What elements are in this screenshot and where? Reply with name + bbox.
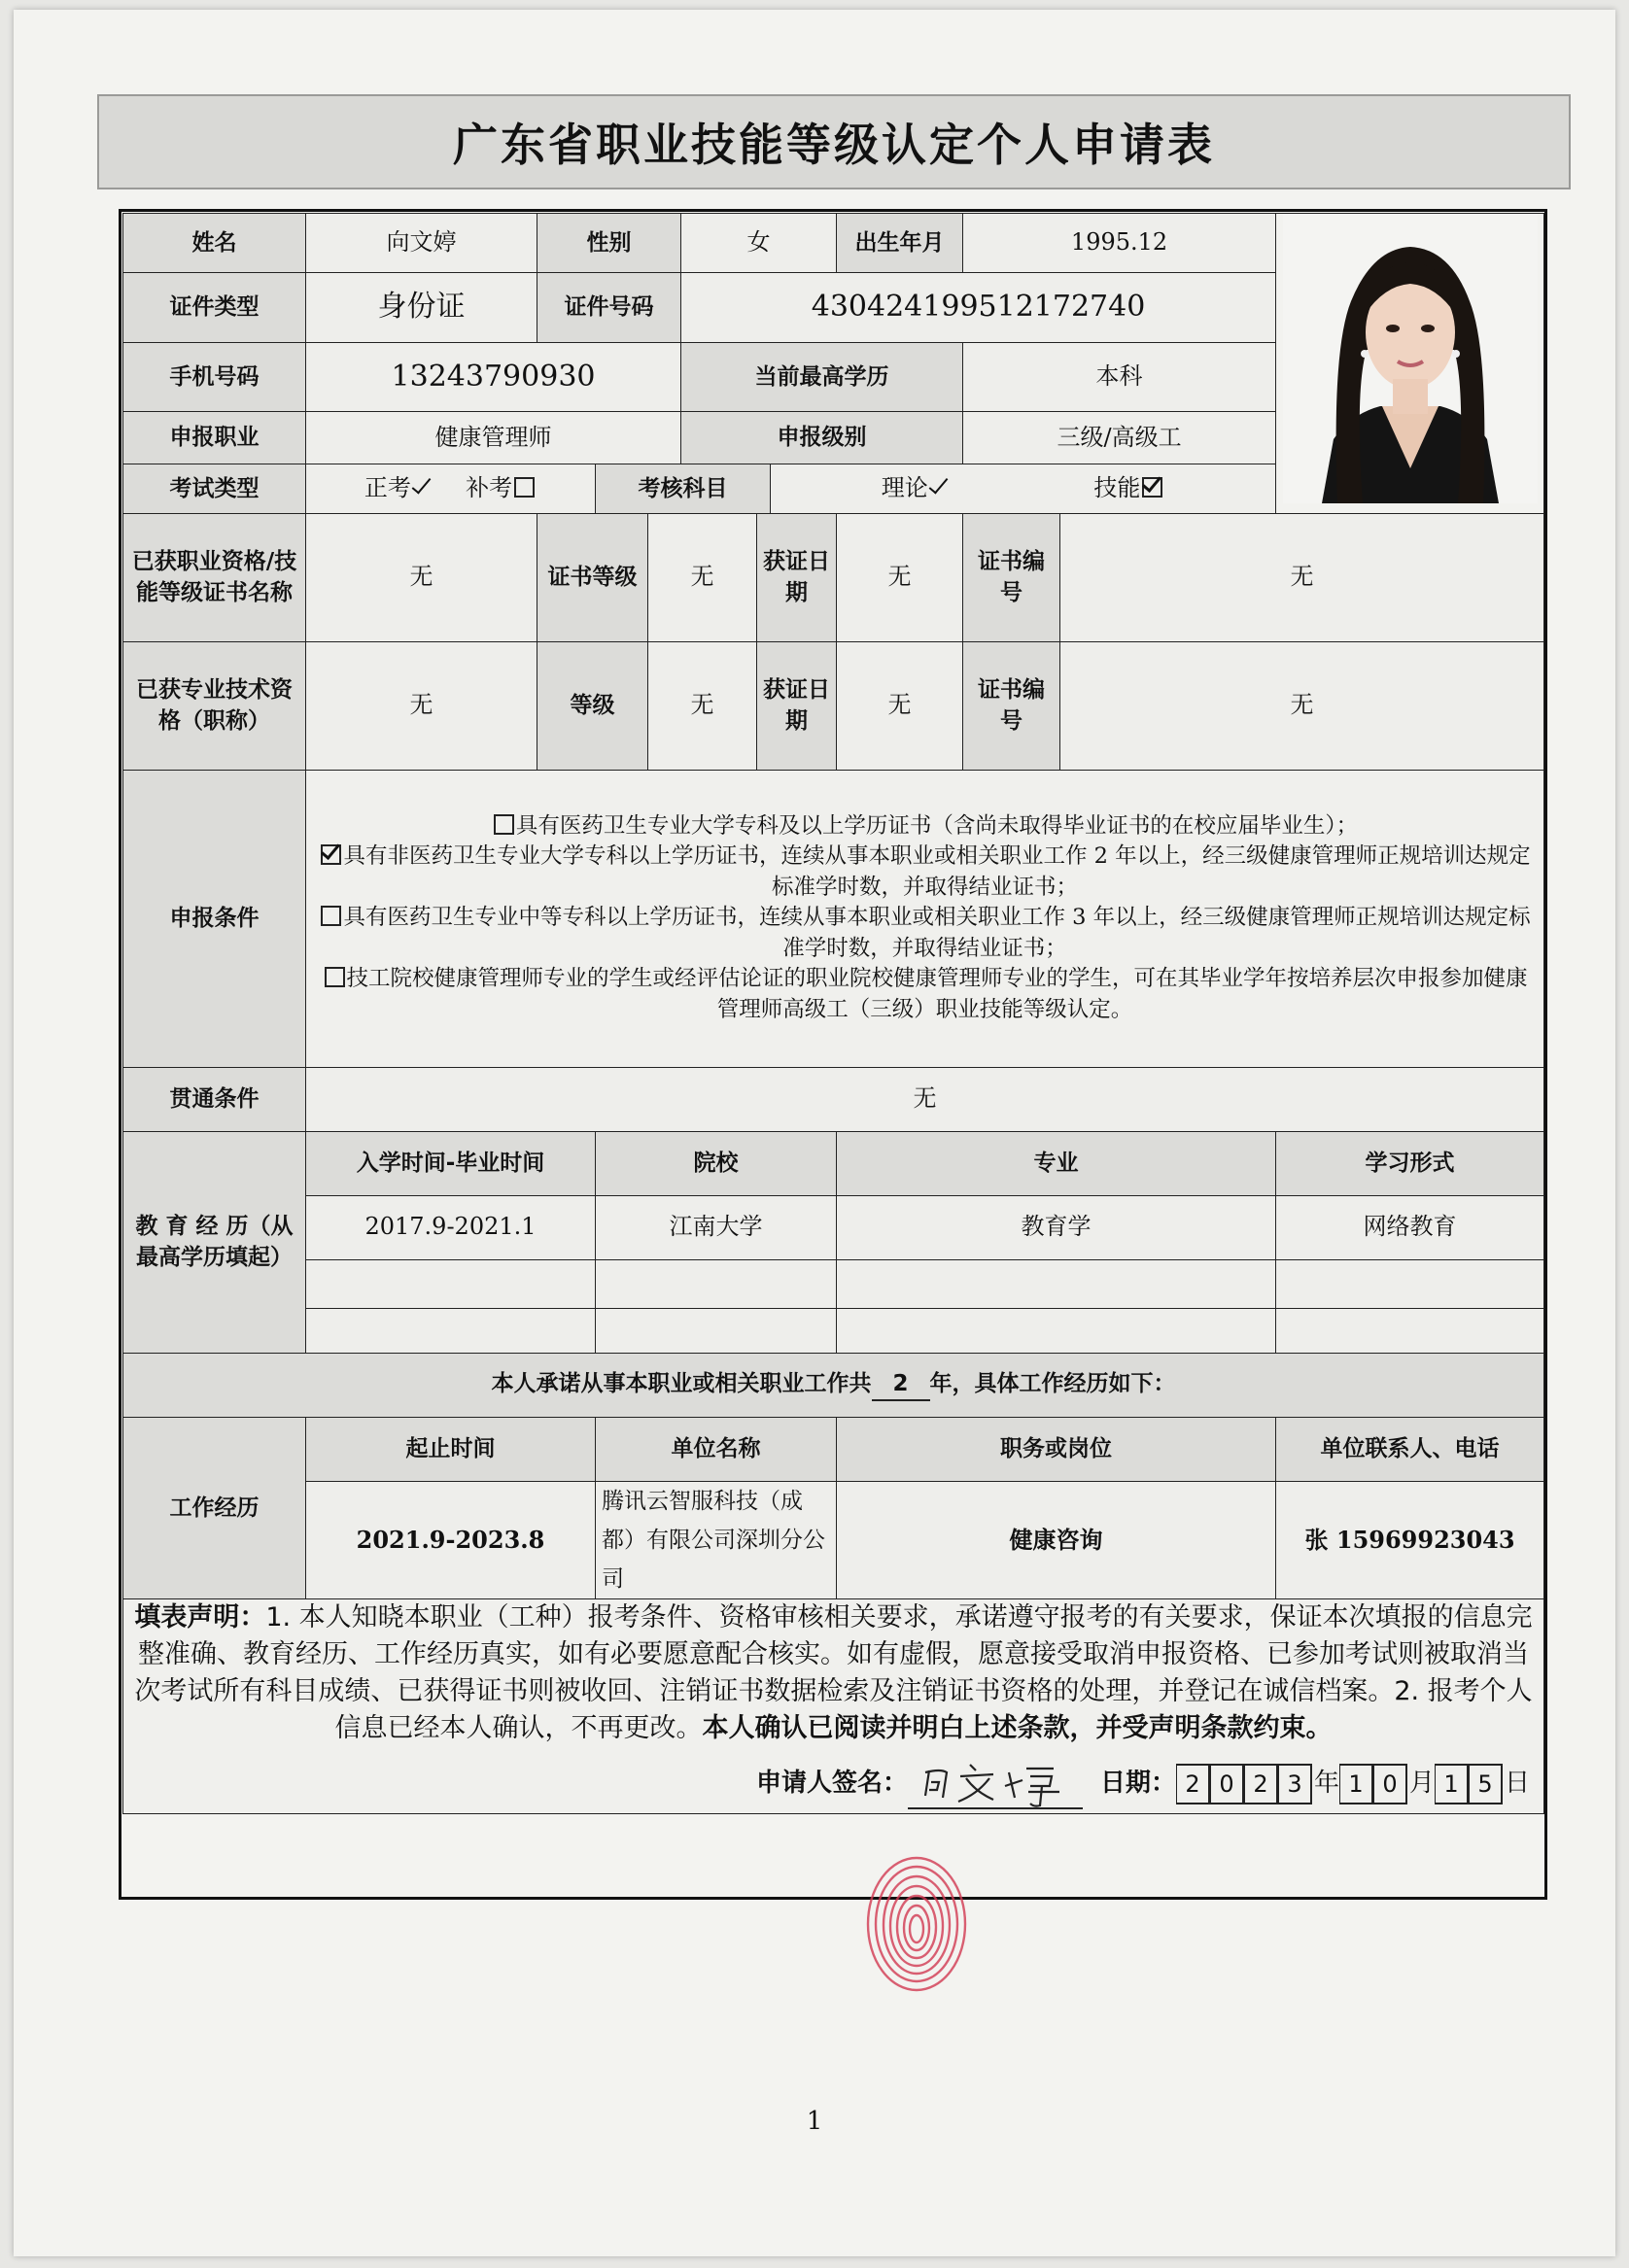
application-form (122, 213, 1544, 1814)
declaration-text (129, 1599, 1538, 1746)
declaration-block (123, 1599, 1544, 1813)
label-name: 姓名 (123, 214, 306, 273)
edu-cell-school[interactable] (596, 1259, 837, 1308)
label-title-cert-number: 证书编号 (963, 641, 1060, 770)
exam-type-makeup-label: 补考 (466, 474, 513, 502)
month-unit: 月 (1409, 1769, 1436, 1799)
subject-theory[interactable] (882, 474, 946, 501)
checkbox-checked-icon[interactable] (321, 844, 341, 865)
label-cert-number: 证书编号 (963, 513, 1060, 641)
condition-item[interactable] (312, 842, 1538, 903)
edu-header-mode: 学习形式 (1276, 1131, 1544, 1195)
value-education[interactable]: 本科 (963, 343, 1276, 412)
edu-cell-school[interactable]: 江南大学 (596, 1195, 837, 1259)
value-through-condition[interactable]: 无 (306, 1067, 1544, 1131)
date-label: 日期： (1099, 1769, 1176, 1799)
label-conditions: 申报条件 (123, 770, 306, 1067)
date-digit[interactable]: 1 (1435, 1764, 1469, 1804)
table-row (123, 1195, 1544, 1259)
checkbox-icon[interactable] (321, 906, 341, 926)
table-row (123, 1308, 1544, 1353)
label-birth: 出生年月 (837, 214, 963, 273)
edu-cell-major[interactable] (837, 1308, 1276, 1353)
date-digit[interactable]: 0 (1373, 1764, 1407, 1804)
work-header-contact: 单位联系人、电话 (1276, 1417, 1544, 1481)
edu-cell-mode[interactable] (1276, 1308, 1544, 1353)
edu-cell-period[interactable]: 2017.9-2021.1 (306, 1195, 596, 1259)
date-digit[interactable]: 2 (1176, 1764, 1210, 1804)
value-level[interactable]: 三级/高级工 (963, 411, 1276, 464)
value-occupation[interactable]: 健康管理师 (306, 411, 681, 464)
label-gender: 性别 (537, 214, 681, 273)
subject-skill[interactable] (1093, 474, 1164, 501)
work-header-position: 职务或岗位 (837, 1417, 1276, 1481)
signature-label: 申请人签名： (755, 1769, 908, 1799)
table-row (123, 1259, 1544, 1308)
label-id-number: 证件号码 (537, 272, 681, 343)
edu-cell-period[interactable] (306, 1259, 596, 1308)
exam-type-regular-label: 正考 (364, 474, 411, 502)
label-exam-type: 考试类型 (123, 464, 306, 513)
value-prior-cert-level[interactable]: 无 (648, 513, 757, 641)
work-header-company: 单位名称 (596, 1417, 837, 1481)
work-commitment-suffix: 年，具体工作经历如下： (929, 1371, 1176, 1396)
signature-field[interactable] (908, 1759, 1083, 1809)
value-name[interactable]: 向文婷 (306, 214, 537, 273)
edu-header-major: 专业 (837, 1131, 1276, 1195)
subject-theory-label: 理论 (881, 474, 928, 502)
value-gender[interactable]: 女 (681, 214, 837, 273)
label-cert-level: 证书等级 (537, 513, 648, 641)
condition-item[interactable] (312, 964, 1538, 1025)
exam-type-regular[interactable] (364, 474, 429, 501)
condition-text: 具有医药卫生专业大学专科及以上学历证书（含尚未取得毕业证书的在校应届毕业生）； (515, 812, 1359, 839)
edu-header-school: 院校 (596, 1131, 837, 1195)
condition-text: 具有医药卫生专业中等专科以上学历证书，连续从事本职业或相关职业工作 3 年以上，经三级健康管理师正规培训达规定标准学时数，并取得结业证书； (343, 905, 1531, 961)
exam-subject-options (771, 464, 1276, 513)
label-phone: 手机号码 (123, 343, 306, 412)
label-education-history: 教 育 经 历（从最高学历填起） (123, 1131, 306, 1353)
declaration-bold-end: 本人确认已阅读并明白上述条款，并受声明条款约束。 (702, 1712, 1333, 1743)
day-unit: 日 (1505, 1769, 1531, 1799)
page-number: 1 (806, 2107, 823, 2136)
value-prior-title-date[interactable]: 无 (837, 641, 963, 770)
condition-item[interactable] (312, 903, 1538, 964)
exam-type-makeup[interactable] (466, 474, 537, 501)
checkbox-icon[interactable] (514, 477, 535, 498)
value-prior-title-name[interactable]: 无 (306, 641, 537, 770)
edu-cell-major[interactable]: 教育学 (837, 1195, 1276, 1259)
label-level: 申报级别 (681, 411, 963, 464)
check-mark-icon (930, 478, 946, 496)
signature-row (129, 1755, 1538, 1813)
label-exam-subject: 考核科目 (596, 464, 771, 513)
check-mark-icon (413, 478, 429, 496)
edu-cell-period[interactable] (306, 1308, 596, 1353)
label-id-type: 证件类型 (123, 272, 306, 343)
condition-text: 具有非医药卫生专业大学专科以上学历证书，连续从事本职业或相关职业工作 2 年以上，经三级健康管理师正规培训达规定标准学时数，并取得结业证书； (343, 843, 1531, 900)
edu-cell-school[interactable] (596, 1308, 837, 1353)
portrait-photo (1283, 214, 1538, 503)
work-commitment (123, 1353, 1544, 1417)
condition-item[interactable] (312, 811, 1538, 842)
date-digit[interactable]: 2 (1244, 1764, 1278, 1804)
value-prior-cert-date[interactable]: 无 (837, 513, 963, 641)
label-title-level: 等级 (537, 641, 648, 770)
work-years-field[interactable]: 2 (872, 1368, 930, 1401)
work-header-period: 起止时间 (306, 1417, 596, 1481)
value-phone[interactable]: 13243790930 (306, 343, 681, 412)
edu-cell-mode[interactable]: 网络教育 (1276, 1195, 1544, 1259)
label-through-condition: 贯通条件 (123, 1067, 306, 1131)
label-work-history: 工作经历 (123, 1417, 306, 1599)
label-education: 当前最高学历 (681, 343, 963, 412)
checkbox-icon[interactable] (494, 814, 514, 835)
exam-type-options (306, 464, 596, 513)
declaration-label: 填表声明： (134, 1602, 266, 1633)
table-row (123, 1481, 1544, 1599)
fingerprint-stamp (863, 1851, 970, 1997)
label-issue-date: 获证日期 (757, 513, 837, 641)
handwritten-signature (908, 1759, 1083, 1807)
edu-cell-major[interactable] (837, 1259, 1276, 1308)
work-cell-position[interactable]: 健康咨询 (837, 1481, 1276, 1599)
date-year[interactable] (1176, 1764, 1312, 1804)
conditions-list (306, 770, 1544, 1067)
date-digit[interactable]: 1 (1339, 1764, 1373, 1804)
year-unit: 年 (1314, 1769, 1340, 1799)
value-prior-title-number[interactable]: 无 (1060, 641, 1544, 770)
label-occupation: 申报职业 (123, 411, 306, 464)
value-birth[interactable]: 1995.12 (963, 214, 1276, 273)
date-digit[interactable]: 5 (1469, 1764, 1503, 1804)
edu-header-period: 入学时间-毕业时间 (306, 1131, 596, 1195)
date-digit[interactable]: 0 (1210, 1764, 1244, 1804)
value-id-number[interactable]: 430424199512172740 (681, 272, 1276, 343)
work-cell-company[interactable]: 腾讯云智服科技（成都）有限公司深圳分公司 (596, 1481, 837, 1599)
work-cell-contact[interactable]: 张 15969923043 (1276, 1481, 1544, 1599)
value-id-type[interactable]: 身份证 (306, 272, 537, 343)
date-day[interactable] (1435, 1764, 1503, 1804)
id-photo (1276, 214, 1544, 514)
label-title-issue-date: 获证日期 (757, 641, 837, 770)
form-title: 广东省职业技能等级认定个人申请表 (97, 94, 1571, 189)
work-commitment-prefix: 本人承诺从事本职业或相关职业工作共 (491, 1371, 872, 1396)
label-prior-cert: 已获职业资格/技能等级证书名称 (123, 513, 306, 641)
value-prior-title-level[interactable]: 无 (648, 641, 757, 770)
date-month[interactable] (1339, 1764, 1407, 1804)
edu-cell-mode[interactable] (1276, 1259, 1544, 1308)
condition-text: 技工院校健康管理师专业的学生或经评估论证的职业院校健康管理师专业的学生，可在其毕业学年按培养层次申报参加健康管理师高级工（三级）职业技能等级认定。 (346, 966, 1528, 1022)
subject-skill-label: 技能 (1093, 474, 1141, 502)
date-digit[interactable]: 3 (1278, 1764, 1312, 1804)
checkbox-checked-icon[interactable] (1142, 477, 1162, 498)
declaration-body: 1. 本人知晓本职业（工种）报考条件、资格审核相关要求，承诺遵守报考的有关要求，保证本次填报的信息完整准确、教育经历、工作经历真实，如有必要愿意配合核实。如有虚假，愿意接受取消申报资格、已参加考试则被取消当次考试所有科目成绩、已获得证书则被收回、注销证书数据检索及注销证书资格的处理，并登记在诚信档案。2. 报考个人信息已经本人确认，不再更改。 (134, 1602, 1533, 1743)
checkbox-icon[interactable] (325, 967, 345, 987)
label-prior-title: 已获专业技术资格（职称） (123, 641, 306, 770)
work-cell-period[interactable]: 2021.9-2023.8 (306, 1481, 596, 1599)
value-prior-cert-number[interactable]: 无 (1060, 513, 1544, 641)
value-prior-cert-name[interactable]: 无 (306, 513, 537, 641)
